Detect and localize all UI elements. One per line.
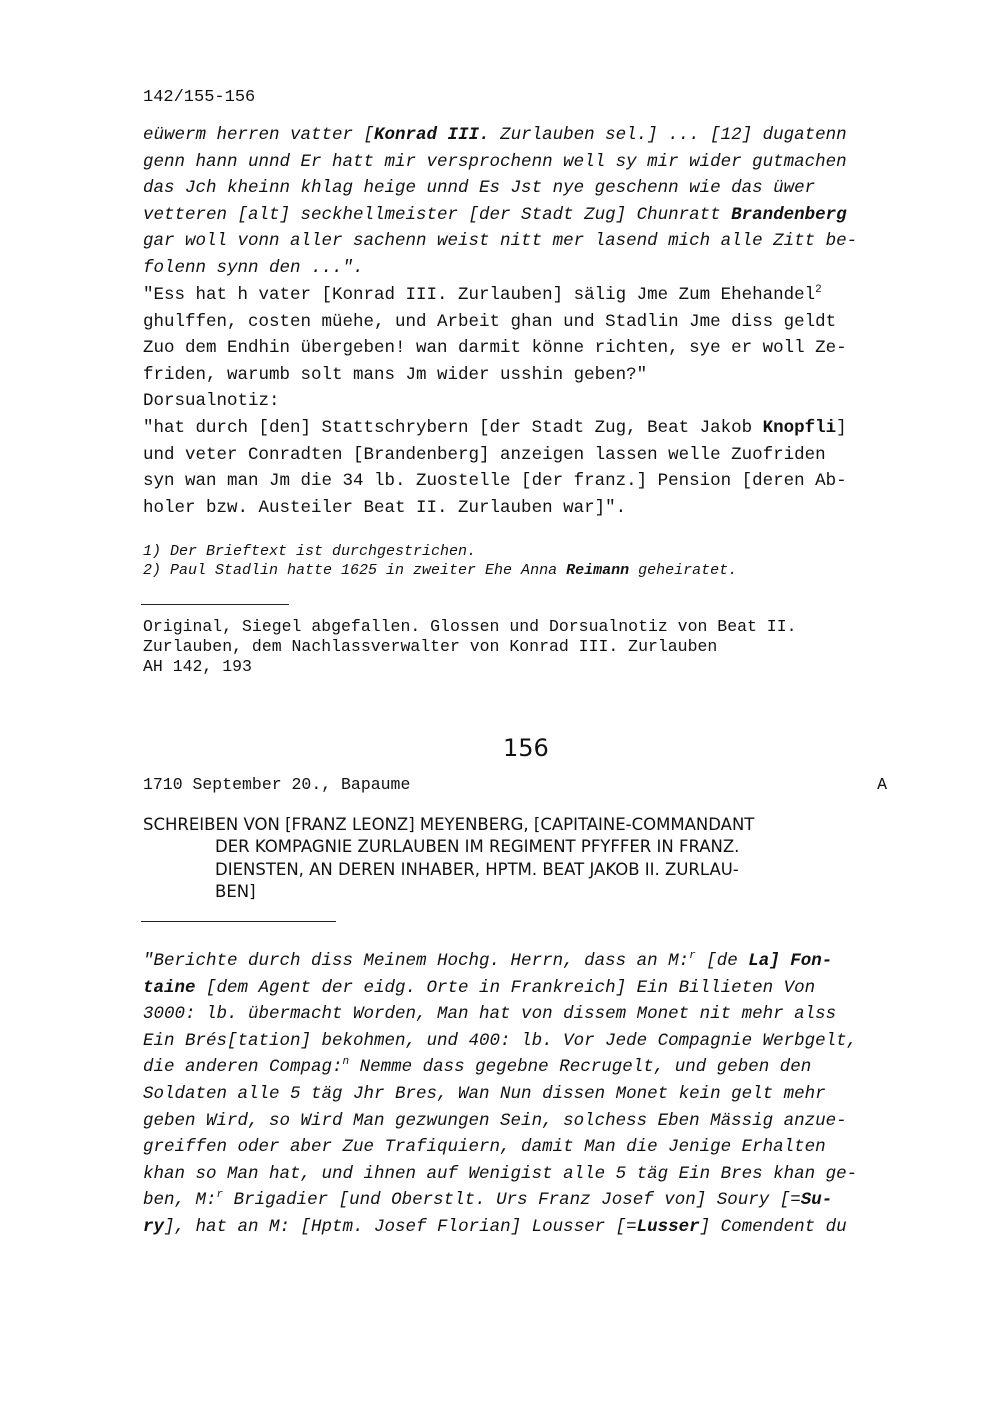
text-line: die anderen Compag:$^n$ Nemme dass gegebne Recrugelt, und geben den bbox=[143, 1056, 812, 1078]
date-place: 1710 September 20., Bapaume bbox=[143, 775, 411, 794]
text-line: "Berichte durch diss Meinem Hochg. Herrn, dass an M:$^r$ [de La] Fon- bbox=[143, 950, 833, 971]
entry-number: 156 bbox=[503, 734, 549, 762]
person-name: Brandenberg bbox=[731, 204, 847, 225]
divider bbox=[141, 921, 336, 922]
text-line: eüwerm herren vatter [Konrad III. Zurlauben sel.] ... [12] dugatenn bbox=[143, 125, 847, 145]
text-line: "hat durch [den] Stattschrybern [der Stadt Zug, Beat Jakob Knopfli] bbox=[143, 417, 847, 438]
person-name: Reimann bbox=[566, 561, 630, 579]
text-line: greiffen oder aber Zue Trafiquiern, damit Man die Jenige Erhalten bbox=[143, 1137, 826, 1158]
person-name: Lusser bbox=[636, 1216, 700, 1237]
footnote: 2) Paul Stadlin hatte 1625 in zweiter Ehe Anna Reimann geheiratet. bbox=[143, 561, 738, 579]
text-line: taine [dem Agent der eidg. Orte in Frankreich] Ein Billieten Von bbox=[143, 977, 816, 998]
letter-body bbox=[143, 948, 903, 1241]
text-line: genn hann unnd Er hatt mir versprochenn well sy mir wider gutmachen bbox=[143, 151, 847, 172]
title-line: BEN] bbox=[215, 881, 256, 901]
text-line: gar woll vonn aller sachenn weist nitt mer lasend mich alle Zitt be- bbox=[143, 231, 858, 252]
text-line: das Jch kheinn khlag heige unnd Es Jst nye geschenn wie das üwer bbox=[143, 178, 816, 199]
person-name: taine bbox=[143, 977, 196, 998]
text-line: friden, warumb solt mans Jm wider usshin geben?" bbox=[143, 364, 648, 385]
text-line: Zurlauben, dem Nachlassverwalter von Konrad III. Zurlauben bbox=[143, 637, 718, 657]
footnote: 1) Der Brieftext ist durchgestrichen. bbox=[143, 543, 477, 560]
divider bbox=[141, 604, 289, 605]
text-line: Zuo dem Endhin übergeben! wan darmit könne richten, sye er woll Ze- bbox=[143, 338, 847, 359]
text-line: ben, M:$^r$ Brigadier [und Oberstlt. Urs Franz Josef von] Soury [=Su- bbox=[143, 1189, 833, 1211]
text-line: khan so Man hat, und ihnen auf Wenigist alle 5 täg Ein Bres khan ge- bbox=[143, 1163, 858, 1184]
text-line: und veter Conradten [Brandenberg] anzeigen lassen welle Zuofriden bbox=[143, 444, 826, 465]
footnotes bbox=[143, 543, 903, 580]
text-line: syn wan man Jm die 34 lb. Zuostelle [der franz.] Pension [deren Ab- bbox=[143, 471, 847, 492]
source-note bbox=[143, 617, 903, 678]
page-reference: 142/155-156 bbox=[143, 88, 256, 107]
title-line: DIENSTEN, AN DEREN INHABER, HPTM. BEAT JAKOB II. ZURLAU- bbox=[215, 859, 739, 879]
person-name: ry bbox=[143, 1216, 165, 1237]
text-line: vetteren [alt] seckhellmeister [der Stadt Zug] Chunratt Brandenberg bbox=[143, 204, 847, 225]
archive-reference: AH 142, 193 bbox=[143, 657, 252, 677]
person-name: Konrad III. bbox=[374, 125, 490, 145]
text-line: 3000: lb. übermacht Worden, Man hat von dissem Monet nit mehr alss bbox=[143, 1004, 837, 1025]
title-line: SCHREIBEN VON [FRANZ LEONZ] MEYENBERG, [CAPITAINE-COMMANDANT bbox=[143, 815, 755, 834]
footnote-ref: 2 bbox=[815, 284, 822, 296]
date-place-line bbox=[143, 775, 887, 794]
text-line: Soldaten alle 5 täg Jhr Bres, Wan Nun dissen Monet kein gelt mehr bbox=[143, 1083, 826, 1104]
letter-quote bbox=[143, 122, 903, 282]
person-name: La] Fon- bbox=[748, 951, 833, 971]
title-line: DER KOMPAGNIE ZURLAUBEN IM REGIMENT PFYFFER IN FRANZ. bbox=[215, 837, 740, 857]
text-line: "Ess hat h vater [Konrad III. Zurlauben] sälig Jme Zum Ehehandel$^2$ bbox=[143, 284, 822, 305]
text-line: holer bzw. Austeiler Beat II. Zurlauben war]". bbox=[143, 497, 627, 518]
text-line: folenn synn den ...". bbox=[143, 257, 364, 278]
text-line: ghulffen, costen müehe, und Arbeit ghan und Stadlin Jme diss geldt bbox=[143, 311, 837, 332]
dorsal-note-label: Dorsualnotiz: bbox=[143, 391, 280, 412]
gloss-text bbox=[143, 282, 903, 521]
person-name: Su- bbox=[800, 1190, 833, 1211]
text-line: Original, Siegel abgefallen. Glossen und Dorsualnotiz von Beat II. bbox=[143, 617, 797, 636]
person-name: Knopfli bbox=[762, 417, 837, 438]
type-code: A bbox=[877, 775, 887, 794]
entry-title bbox=[143, 814, 903, 903]
text-line: geben Wird, so Wird Man gezwungen Sein, solchess Eben Mässig anzue- bbox=[143, 1110, 847, 1131]
text-line: ry], hat an M: [Hptm. Josef Florian] Lousser [=Lusser] Comendent du bbox=[143, 1216, 847, 1237]
text-line: Ein Brés[tation] bekohmen, und 400: lb. Vor Jede Compagnie Werbgelt, bbox=[143, 1030, 858, 1051]
